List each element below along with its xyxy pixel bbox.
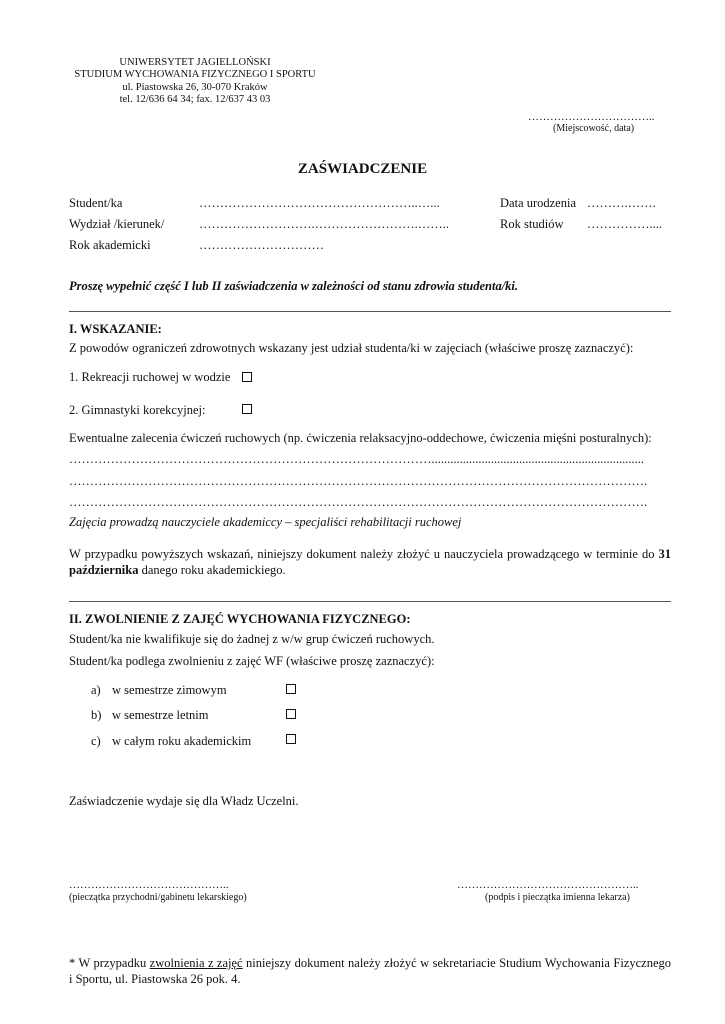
option-winter-label: w semestrze zimowym	[112, 683, 227, 697]
option-summer-label: w semestrze letnim	[112, 708, 209, 722]
deadline-paragraph: W przypadku powyższych wskazań, niniejszy dokument należy złożyć u nauczyciela prowadzącego w terminie do 31 października danego roku akademickiego.	[69, 547, 671, 577]
study-year-field[interactable]: ……………....	[587, 217, 662, 231]
section1-intro: Z powodów ograniczeń zdrowotnych wskazany jest udział studenta/ki w zajęciach (właściwe proszę zaznaczyć):	[69, 341, 634, 355]
university-name: UNIWERSYTET JAGIELLOŃSKI	[119, 57, 271, 68]
option-winter-letter: a)	[91, 683, 101, 697]
footnote: * W przypadku zwolnienia z zajęć niniejszy dokument należy złożyć w sekretariacie Studium Wychowania Fizycznego i Sportu, ul. Piastowska 26 pok. 4.	[69, 956, 671, 986]
option-year-letter: c)	[91, 734, 101, 748]
section1-title: I. WSKAZANIE:	[69, 322, 162, 336]
clinic-stamp-label: (pieczątka przychodni/gabinetu lekarskiego)	[69, 892, 247, 903]
department-address: ul. Piastowska 26, 30-070 Kraków	[122, 82, 268, 93]
option-summer-checkbox[interactable]	[286, 709, 296, 719]
recommendations-label: Ewentualne zalecenia ćwiczeń ruchowych (np. ćwiczenia relaksacyjno-oddechowe, ćwiczenia mięśni posturalnych):	[69, 431, 652, 445]
document-title: ZAŚWIADCZENIE	[297, 161, 428, 177]
birth-date-field[interactable]: ……….…….	[587, 196, 656, 210]
option-water-checkbox[interactable]	[242, 372, 252, 382]
instruction-text: Proszę wypełnić część I lub II zaświadczenia w zależności od stanu zdrowia studenta/ki.	[69, 279, 519, 293]
instructors-note: Zajęcia prowadzą nauczyciele akademiccy – specjaliści rehabilitacji ruchowej	[69, 515, 462, 529]
doctor-signature-field[interactable]: …………………………………………..	[457, 879, 639, 891]
academic-year-label: Rok akademicki	[69, 238, 151, 252]
section2-line-1: Student/ka nie kwalifikuje się do żadnej z w/w grup ćwiczeń ruchowych.	[69, 632, 435, 646]
option-corrective-label: 2. Gimnastyki korekcyjnej:	[69, 403, 206, 417]
student-field[interactable]: ……………………………………………..…...	[199, 196, 440, 210]
issued-for-text: Zaświadczenie wydaje się dla Władz Uczelni.	[69, 794, 299, 808]
recommendations-line-2[interactable]: ………………………………………………………………………………………………………………………….	[69, 474, 648, 488]
student-label: Student/ka	[69, 196, 123, 210]
place-date-field[interactable]: ……………………………..	[528, 111, 655, 123]
section2-line-2: Student/ka podlega zwolnieniu z zajęć WF (właściwe proszę zaznaczyć):	[69, 654, 435, 668]
faculty-field[interactable]: ……………………….…………………….……..	[199, 217, 449, 231]
divider-1	[69, 311, 671, 312]
option-corrective-checkbox[interactable]	[242, 404, 252, 414]
birth-date-label: Data urodzenia	[500, 196, 577, 210]
clinic-stamp-field[interactable]: ……………………………………..	[69, 879, 229, 891]
doctor-signature-label: (podpis i pieczątka imienna lekarza)	[485, 892, 630, 903]
study-year-label: Rok studiów	[500, 217, 564, 231]
option-summer-letter: b)	[91, 708, 102, 722]
footnote-underlined: zwolnienia z zajęć	[149, 956, 243, 970]
deadline-date: 31 października	[69, 547, 671, 577]
section2-title: II. ZWOLNIENIE Z ZAJĘĆ WYCHOWANIA FIZYCZNEGO:	[69, 612, 411, 626]
department-name: STUDIUM WYCHOWANIA FIZYCZNEGO I SPORTU	[74, 69, 316, 80]
option-year-checkbox[interactable]	[286, 734, 296, 744]
recommendations-line-3[interactable]: ………………………………………………………………………………………………………………………….	[69, 495, 648, 509]
faculty-label: Wydział /kierunek/	[69, 217, 165, 231]
recommendations-line-1[interactable]: ……………………………………………………………………………....................................................................	[69, 452, 644, 466]
department-phone: tel. 12/636 64 34; fax. 12/637 43 03	[119, 94, 271, 105]
academic-year-field[interactable]: …………………………	[199, 238, 324, 252]
option-water-label: 1. Rekreacji ruchowej w wodzie	[69, 370, 231, 384]
place-date-label: (Miejscowość, data)	[553, 123, 635, 134]
option-winter-checkbox[interactable]	[286, 684, 296, 694]
divider-2	[69, 601, 671, 602]
option-year-label: w całym roku akademickim	[112, 734, 252, 748]
